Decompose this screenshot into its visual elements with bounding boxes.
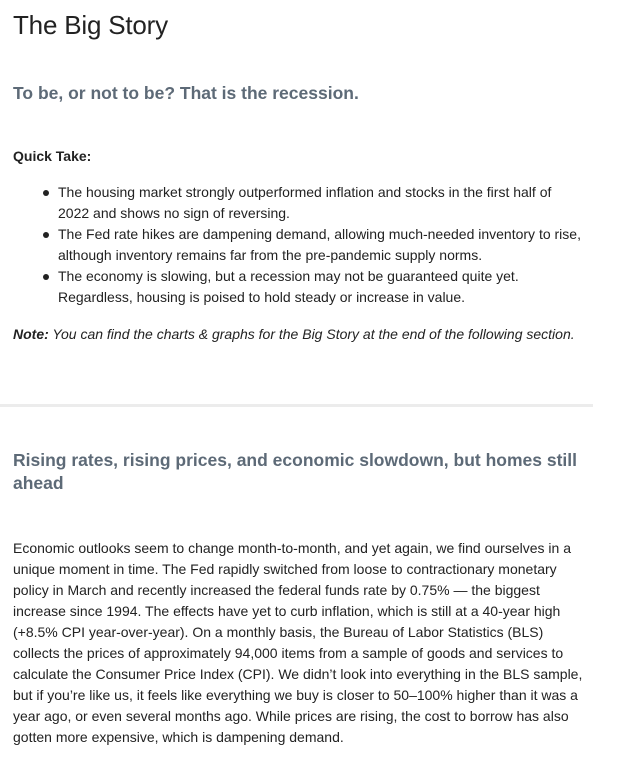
quick-take-item-text: The economy is slowing, but a recession may not be guaranteed quite yet. Regardless, housing is poised to hold steady or increase in value. [58,268,519,305]
section-heading: Rising rates, rising prices, and economic slowdown, but homes still ahead [13,450,577,493]
quick-take-item-text: The Fed rate hikes are dampening demand, allowing much-needed inventory to rise, although inventory remains far from the pre-pandemic supply norms. [58,226,581,263]
quick-take-list [13,182,583,308]
page-title: The Big Story [13,10,168,40]
quick-take-item-text: The housing market strongly outperformed inflation and stocks in the first half of 2022 and shows no sign of reversing. [58,184,552,221]
section-body-paragraph: Economic outlooks seem to change month-to-month, and yet again, we find ourselves in a unique moment in time. The Fed rapidly switched from loose to contractionary monetary policy in March and recently increased the federal funds rate by 0.75% — the biggest increase since 1994. The effects have yet to curb inflation, which is still at a 40-year high (+8.5% CPI year-over-year). On a monthly basis, the Bureau of Labor Statistics (BLS) collects the prices of approximately 94,000 items from a sample of goods and services to calculate the Consumer Price Index (CPI). We didn’t look into everything in the BLS sample, but if you’re like us, it feels like everything we buy is closer to 50–100% higher than it was a year ago, or even several months ago. While prices are rising, the cost to borrow has also gotten more expensive, which is dampening demand. [13,540,583,745]
note-text: You can find the charts & graphs for the Big Story at the end of the following section. [48,326,575,342]
quick-take-item [13,224,583,266]
note-paragraph [13,324,588,345]
section-divider [0,404,593,407]
bullet-dot-icon [43,190,49,196]
note-label: Note: [13,326,49,342]
bullet-dot-icon [43,232,49,238]
bullet-dot-icon [43,274,49,280]
story-subtitle: To be, or not to be? That is the recession. [13,83,359,103]
quick-take-item [13,266,583,308]
quick-take-label: Quick Take: [13,148,92,164]
quick-take-item [13,182,583,224]
